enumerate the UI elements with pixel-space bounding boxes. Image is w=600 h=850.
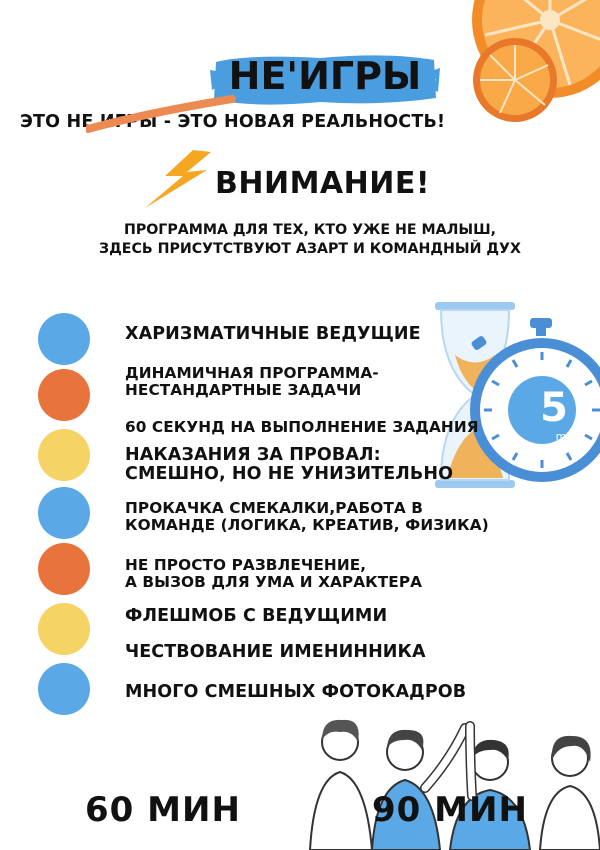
feature-item: 60 СЕКУНД НА ВЫПОЛНЕНИЕ ЗАДАНИЯ <box>125 418 479 436</box>
description <box>40 221 580 259</box>
feature-item: НАКАЗАНИЯ ЗА ПРОВАЛ: СМЕШНО, НО НЕ УНИЗИТЕЛЬНО <box>125 445 454 484</box>
attention-heading: ВНИМАНИЕ! <box>215 166 431 201</box>
feature-item: МНОГО СМЕШНЫХ ФОТОКАДРОВ <box>125 682 467 702</box>
bullet-dot-7 <box>38 663 90 715</box>
bullet-dot-6 <box>38 603 90 655</box>
description-line-2: ЗДЕСЬ ПРИСУТСТВУЮТ АЗАРТ И КОМАНДНЫЙ ДУХ <box>99 241 521 257</box>
lightning-icon <box>145 150 215 208</box>
timer-unit: min <box>555 430 577 443</box>
bullet-dot-4 <box>38 487 90 539</box>
timer-number: 5 <box>540 385 568 431</box>
bullet-dot-5 <box>38 543 90 595</box>
feature-item: НЕ ПРОСТО РАЗВЛЕЧЕНИЕ, А ВЫЗОВ ДЛЯ УМА И ХАРАКТЕРА <box>125 556 423 591</box>
feature-item: ЧЕСТВОВАНИЕ ИМЕНИННИКА <box>125 642 426 662</box>
strikethrough-mark <box>86 95 236 135</box>
feature-item: ХАРИЗМАТИЧНЫЕ ВЕДУЩИЕ <box>125 324 421 344</box>
duration-90: 90 МИН <box>372 790 528 830</box>
duration-60: 60 МИН <box>85 790 241 830</box>
subtitle: ЭТО НЕ ИГРЫ - ЭТО НОВАЯ РЕАЛЬНОСТЬ! <box>20 112 446 132</box>
page-title: НЕ'ИГРЫ <box>228 54 422 98</box>
bullet-dot-1 <box>38 313 90 365</box>
orange-slices-icon <box>420 0 600 130</box>
feature-item: ДИНАМИЧНАЯ ПРОГРАММА- НЕСТАНДАРТНЫЕ ЗАДАЧИ <box>125 364 379 399</box>
timer-icon <box>470 318 600 488</box>
description-line-1: ПРОГРАММА ДЛЯ ТЕХ, КТО УЖЕ НЕ МАЛЫШ, <box>123 222 497 238</box>
bullet-dot-2 <box>38 369 90 421</box>
feature-item: ФЛЕШМОБ С ВЕДУЩИМИ <box>125 606 388 626</box>
bullet-dot-3 <box>38 429 90 481</box>
title-block <box>210 50 440 110</box>
feature-item: ПРОКАЧКА СМЕКАЛКИ,РАБОТА В КОМАНДЕ (ЛОГИКА, КРЕАТИВ, ФИЗИКА) <box>125 499 489 534</box>
